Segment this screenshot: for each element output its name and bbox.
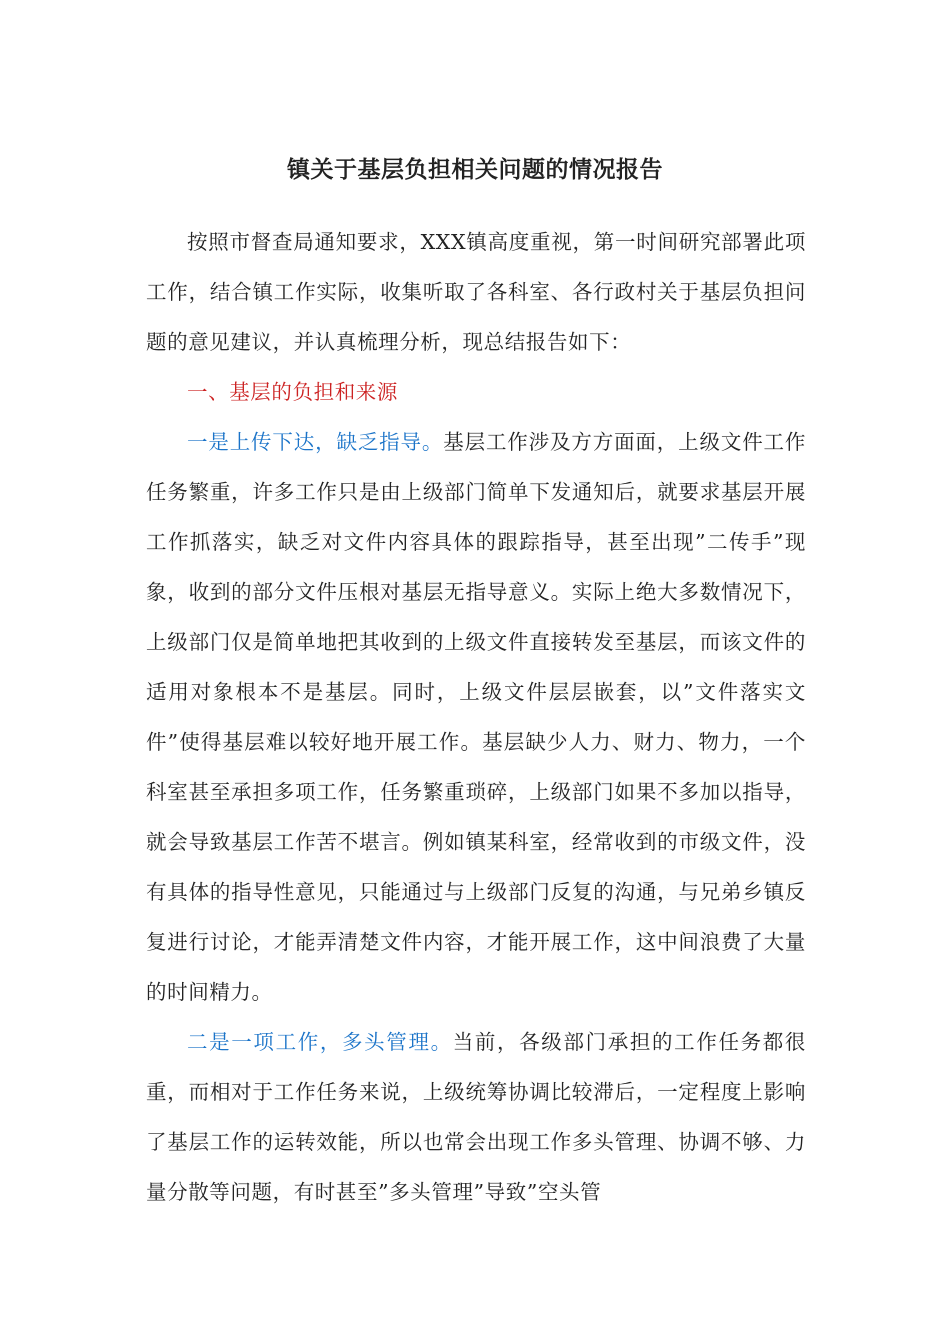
intro-paragraph: 按照市督查局通知要求，XXX镇高度重视，第一时间研究部署此项工作，结合镇工作实际，收集听取了各科室、各行政村关于基层负担问题的意见建议，并认真梳理分析，现总结报告如下： <box>146 230 806 354</box>
point-2-paragraph <box>146 1017 806 1217</box>
point-1-lead: 一是上传下达，缺乏指导。 <box>187 430 444 454</box>
point-1-paragraph <box>146 417 806 1017</box>
point-2-text: 当前，各级部门承担的工作任务都很重，而相对于工作任务来说，上级统筹协调比较滞后，一定程度上影响了基层工作的运转效能，所以也常会出现工作多头管理、协调不够、力量分散等问题，有时甚至”多头管理”导致”空头管 <box>146 1030 806 1204</box>
point-1-text: 基层工作涉及方方面面，上级文件工作任务繁重，许多工作只是由上级部门简单下发通知后，就要求基层开展工作抓落实，缺乏对文件内容具体的跟踪指导，甚至出现”二传手”现象，收到的部分文件压根对基层无指导意义。实际上绝大多数情况下，上级部门仅是简单地把其收到的上级文件直接转发至基层，而该文件的适用对象根本不是基层。同时，上级文件层层嵌套，以”文件落实文件”使得基层难以较好地开展工作。基层缺少人力、财力、物力，一个科室甚至承担多项工作，任务繁重琐碎，上级部门如果不多加以指导，就会导致基层工作苦不堪言。例如镇某科室，经常收到的市级文件，没有具体的指导性意见，只能通过与上级部门反复的沟通，与兄弟乡镇反复进行讨论，才能弄清楚文件内容，才能开展工作，这中间浪费了大量的时间精力。 <box>146 430 807 1004</box>
document-body <box>146 217 806 1217</box>
page-title: 镇关于基层负担相关问题的情况报告 <box>287 156 663 183</box>
point-2-lead: 二是一项工作，多头管理。 <box>187 1030 453 1054</box>
section-heading: 一、基层的负担和来源 <box>187 380 398 404</box>
